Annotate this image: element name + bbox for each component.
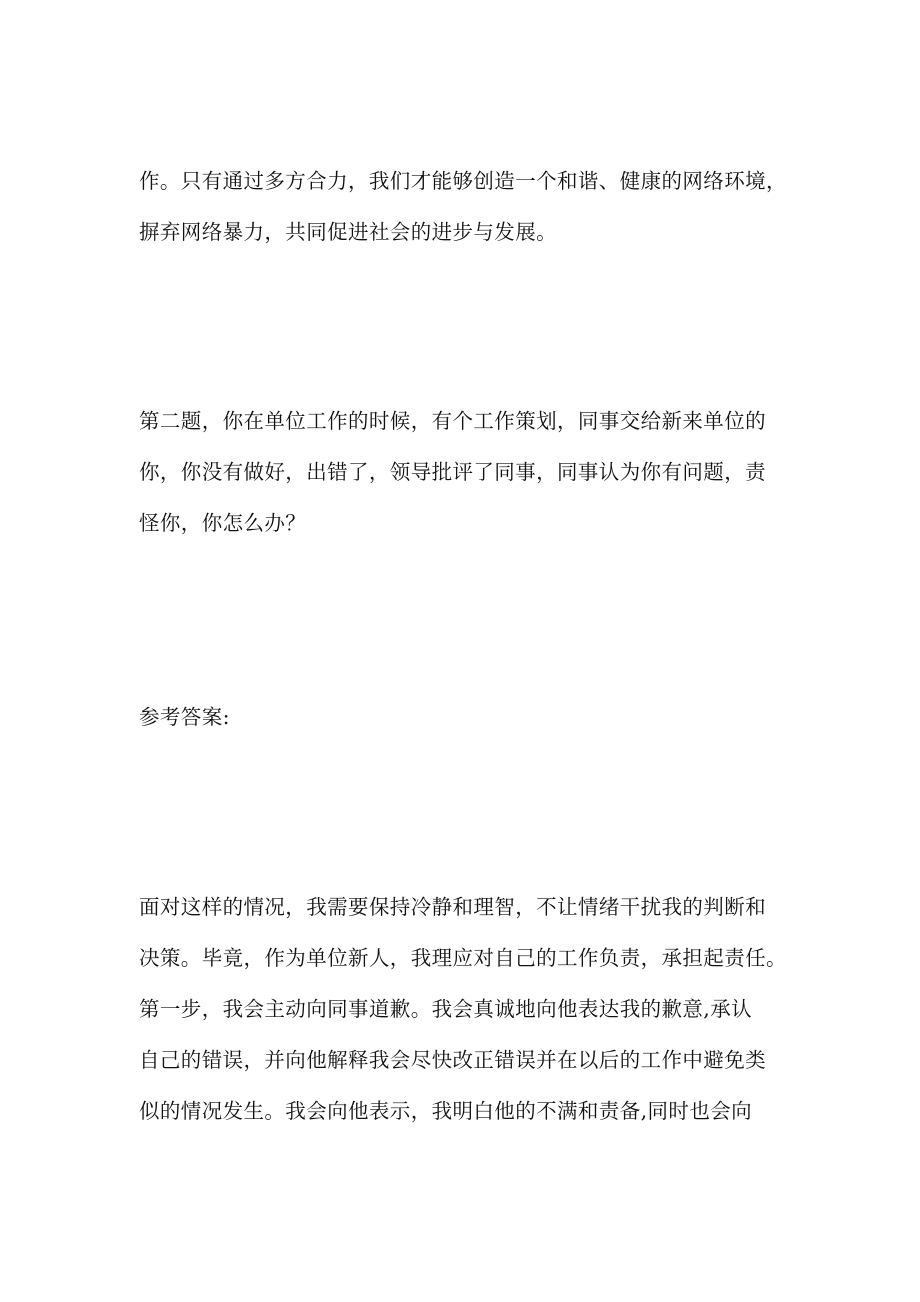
text-line: 第二题，你在单位工作的时候，有个工作策划，同事交给新来单位的 — [139, 409, 766, 433]
text-line: 自己的错误，并向他解释我会尽快改正错误并在以后的工作中避免类 — [139, 1048, 766, 1072]
text-line: 作。只有通过多方合力，我们才能够创造一个和谐、健康的网络环境， — [139, 169, 787, 193]
text-line: 决策。毕竟，作为单位新人，我理应对自己的工作负责，承担起责任。 — [139, 946, 787, 970]
text-line: 摒弃网络暴力，共同促进社会的进步与发展。 — [139, 220, 557, 244]
text-line: 你，你没有做好，出错了，领导批评了同事，同事认为你有问题，责 — [139, 460, 766, 484]
answer-heading: 参考答案: — [139, 705, 230, 729]
text-line: 第一步，我会主动向同事道歉。我会真诚地向他表达我的歉意,承认 — [139, 997, 753, 1021]
text-line: 怪你，你怎么办？ — [139, 511, 307, 535]
text-line: 面对这样的情况，我需要保持冷静和理智，不让情绪干扰我的判断和 — [139, 895, 766, 919]
text-line: 似的情况发生。我会向他表示，我明白他的不满和责备,同时也会向 — [139, 1099, 753, 1123]
